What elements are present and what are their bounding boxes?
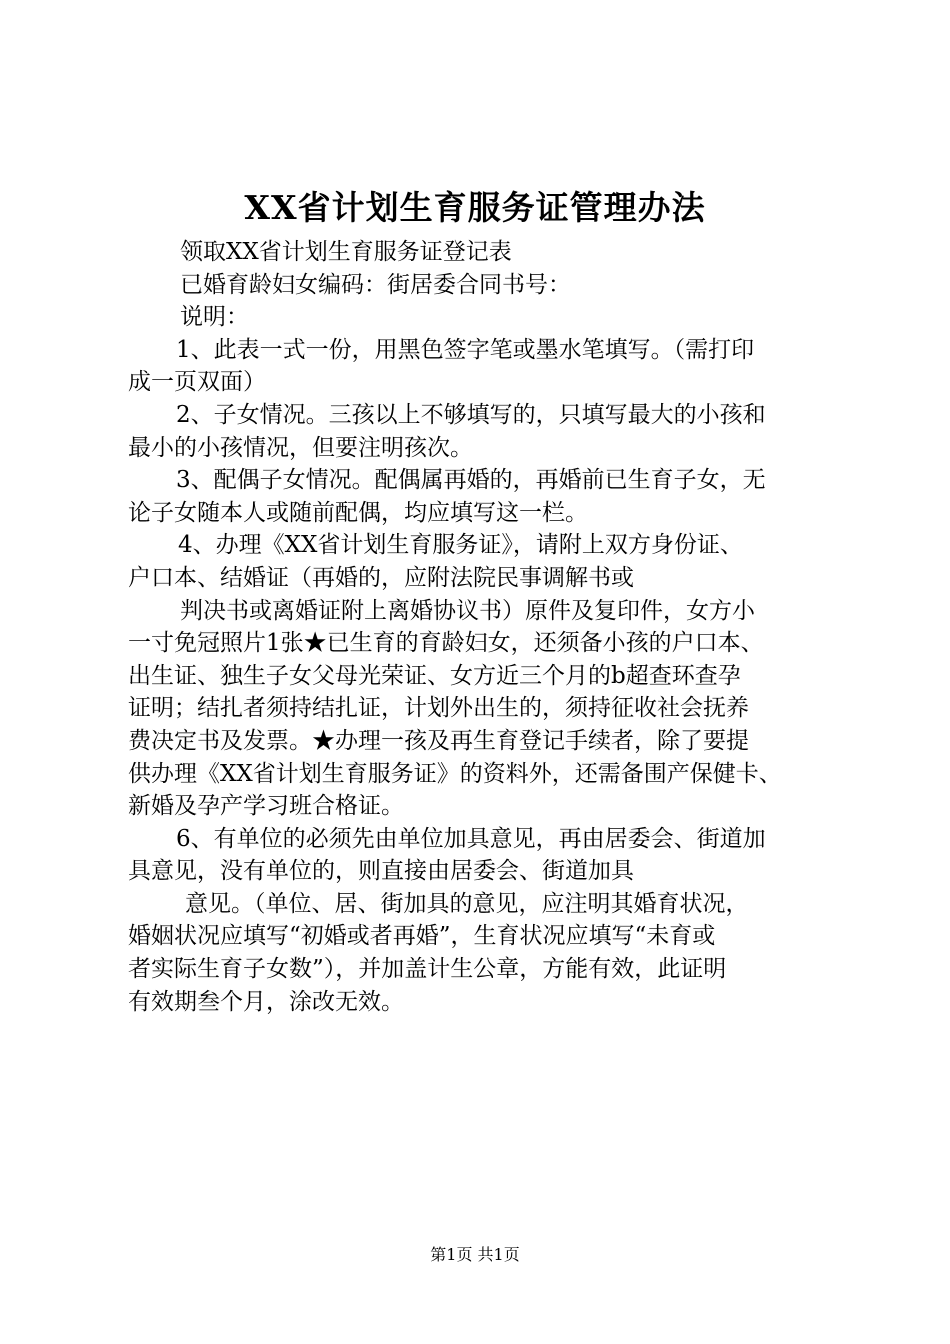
- body-line: 判决书或离婚证附上离婚协议书）原件及复印件，女方小: [180, 597, 755, 624]
- body-line: 最小的小孩情况，但要注明孩次。: [128, 434, 473, 461]
- body-line: 有效期叁个月，涂改无效。: [128, 988, 404, 1015]
- body-line: 2、子女情况。三孩以上不够填写的，只填写最大的小孩和: [176, 401, 766, 428]
- body-line: 论子女随本人或随前配偶，均应填写这一栏。: [128, 499, 588, 526]
- body-line: 出生证、独生子女父母光荣证、女方近三个月的b超查环查孕: [128, 662, 741, 689]
- body-line: 新婚及孕产学习班合格证。: [128, 793, 404, 820]
- body-line: 1、此表一式一份，用黑色签字笔或墨水笔填写。（需打印: [176, 336, 755, 363]
- body-line: 供办理《XX省计划生育服务证》的资料外，还需备围产保健卡、: [128, 760, 782, 787]
- body-line: 户口本、结婚证（再婚的，应附法院民事调解书或: [128, 564, 634, 591]
- document-title: XX省计划生育服务证管理办法: [244, 188, 706, 227]
- body-line: 已婚育龄妇女编码：街居委合同书号：: [180, 271, 571, 298]
- body-line: 6、有单位的必须先由单位加具意见，再由居委会、街道加: [176, 825, 766, 852]
- body-line: 证明；结扎者须持结扎证，计划外出生的，须持征收社会抚养: [128, 695, 749, 722]
- body-line: 3、配偶子女情况。配偶属再婚的，再婚前已生育子女，无: [176, 467, 766, 494]
- body-line: 4、办理《XX省计划生育服务证》，请附上双方身份证、: [178, 532, 743, 559]
- body-line: 婚姻状况应填写“初婚或者再婚”，生育状况应填写“未育或: [128, 923, 716, 950]
- body-line: 具意见，没有单位的，则直接由居委会、街道加具: [128, 858, 634, 885]
- body-line: 说明：: [180, 304, 249, 331]
- body-line: 者实际生育子女数”），并加盖计生公章，方能有效，此证明: [128, 956, 727, 983]
- body-line: 费决定书及发票。★办理一孩及再生育登记手续者，除了要提: [128, 727, 749, 754]
- body-line: 一寸免冠照片1张★已生育的育龄妇女，还须备小孩的户口本、: [128, 630, 764, 657]
- body-line: 领取XX省计划生育服务证登记表: [180, 239, 512, 265]
- document-body: [128, 236, 832, 1018]
- page-footer: 第1页 共1页: [430, 1245, 520, 1264]
- body-line: 成一页双面）: [128, 369, 266, 396]
- body-line: 意见。（单位、居、街加具的意见，应注明其婚育状况，: [185, 890, 749, 917]
